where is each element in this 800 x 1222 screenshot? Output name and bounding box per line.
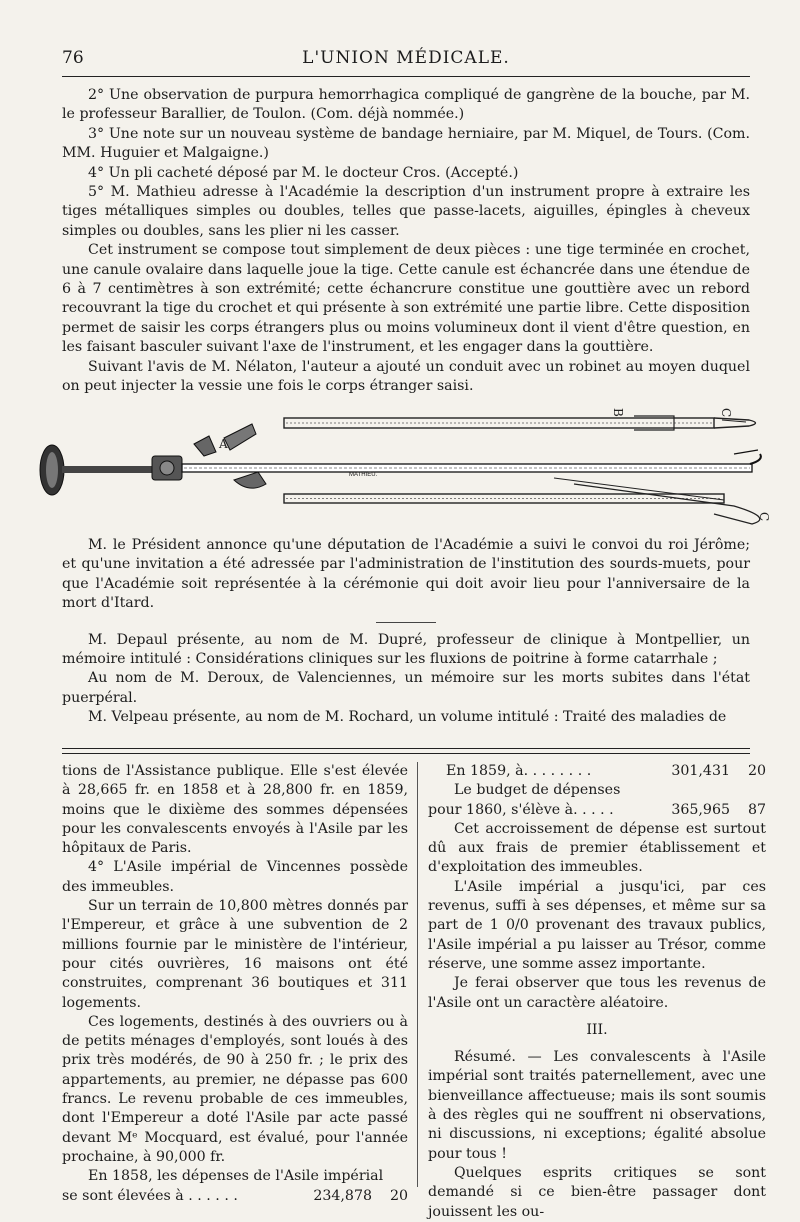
column-divider [417, 762, 418, 1187]
right-paragraph: Quelques esprits critiques se sont demandé si ce bien-être passager dont jouissent les ou- [428, 1164, 766, 1220]
upper-text [62, 86, 750, 397]
paragraph-depaul: M. Depaul présente, au nom de M. Dupré, professeur de clinique à Montpellier, un mémoire intitulé : Considérations cliniques sur les fluxions de poitrine à forme catarrhale ; [62, 631, 750, 668]
right-paragraph: Résumé. — Les convalescents à l'Asile impérial sont traités paternellement, avec une bienveillance affectueuse; mais ils sont soumis à des règles qui ne souffrent ni observations, ni discussions, ni exceptions; égalité absolue pour tous ! [428, 1049, 766, 1162]
maker-mark: MATHIEU. [349, 472, 378, 478]
left-paragraph: Ces logements, destinés à des ouvriers ou à de petits ménages d'employés, sont loués à des prix très modérés, de 90 à 250 fr. ; le prix des appartements, au premier, ne dépasse pas 600 francs. Le revenu probable de ces immeubles, dont l'Empereur a doté l'Asile par acte passé devant Mᵉ Mocquard, est évalué, pour l'année prochaine, à 90,000 fr. [62, 1013, 408, 1165]
budget-line: Le budget de dépenses [454, 782, 621, 799]
paragraph-president: M. le Président annonce qu'une députation de l'Académie a suivi le convoi du roi Jérôme; et qu'une invitation a été adressée par l'administration de l'institution des sourds-muets, pour que l'Académie soit représentée à la cérémonie qui doit avoir lieu pour l'anniversaire de la mort d'Itard. [62, 537, 750, 612]
paragraph-nelaton: Suivant l'avis de M. Nélaton, l'auteur a ajouté un conduit avec un robinet au moyen duquel on peut injecter la vessie une fois le corps étranger saisi. [62, 358, 750, 395]
left-column [62, 762, 408, 1206]
paragraph-deroux: Au nom de M. Deroux, de Valenciennes, un mémoire sur les morts subites dans l'état puerpéral. [62, 670, 750, 706]
section-double-rule [62, 748, 750, 754]
short-separator [376, 622, 436, 623]
page-number: 76 [62, 48, 84, 68]
left-paragraph: En 1858, les dépenses de l'Asile impérial [88, 1168, 384, 1185]
paragraph-item-4: 4° Un pli cacheté déposé par M. le docteur Cros. (Accepté.) [88, 164, 519, 181]
right-paragraph: Je ferai observer que tous les revenus de l'Asile ont un caractère aléatoire. [428, 975, 766, 1011]
paragraph-item-2: 2° Une observation de purpura hemorrhagica compliqué de gangrène de la bouche, par M. le professeur Barallier, de Toulon. (Com. déjà nommée.) [62, 87, 750, 123]
paragraph-velpeau: M. Velpeau présente, au nom de M. Rochard, un volume intitulé : Traité des maladies de [88, 709, 727, 726]
left-paragraph: Sur un terrain de 10,800 mètres donnés par l'Empereur, et grâce à une subvention de 2 millions fournie par le ministère de l'intérieur, pour cités ouvrières, 16 maisons ont été construites, comprenant 36 boutiques et 311 logements. [62, 898, 408, 1011]
right-column [428, 762, 766, 1222]
budget-1860-line: pour 1860, s'élève à. . . . . 365,965 87 [428, 801, 766, 818]
instrument-illustration [34, 394, 774, 534]
right-paragraph: L'Asile impérial a jusqu'ici, par ces revenus, suffi à ses dépenses, et même sur sa part de 1 0/0 provenant des travaux publics, l'Asile impérial a pu laisser au Trésor, comme réserve, une somme assez importante. [428, 878, 766, 972]
figure-label-b: B [611, 408, 625, 417]
paragraph-item-3: 3° Une note sur un nouveau système de bandage herniaire, par M. Miquel, de Tours. (Com. MM. Huguier et Malgaigne.) [62, 125, 750, 162]
expense-line-1859: En 1859, à. . . . . . . . 301,431 20 [446, 763, 766, 779]
figure-label-a: A [219, 437, 228, 451]
cannula-bottom [284, 478, 760, 524]
figure-label-c-top: C [719, 408, 733, 418]
paragraph-instrument-description: Cet instrument se compose tout simplement de deux pièces : une tige terminée en crochet, une canule ovalaire dans laquelle joue la tige. Cette canule est échancrée dans une étendue de 6 à 7 centimètres à son extrémité; cette échancrure constitue une gouttière avec un rebord recouvrant la tige du crochet et qui présente à son extrémité une partie libre. Cette disposition permet de saisir les corps étrangers plus ou moins volumineux dont il vient d'être question, en les faisant basculer suivant l'axe de l'instrument, et les engager dans la gouttière. [62, 242, 750, 356]
cannula-top [284, 416, 756, 430]
expense-line-1858: se sont élevées à . . . . . . 234,878 20 [62, 1187, 408, 1204]
header-rule [62, 76, 750, 77]
page-header [62, 48, 750, 74]
section-heading: III. [586, 1021, 608, 1038]
lower-text [62, 536, 750, 728]
figure-label-c-bottom: C [757, 512, 771, 522]
right-paragraph: Cet accroissement de dépense est surtout dû aux frais de premier établissement et d'exploitation des immeubles. [428, 820, 766, 876]
journal-title: L'UNION MÉDICALE. [302, 48, 510, 68]
left-paragraph: tions de l'Assistance publique. Elle s'est élevée à 28,665 fr. en 1858 et à 28,800 fr. en 1859, moins que le dixième des sommes dépensées pour les convalescents envoyés à l'Asile par les hôpitaux de Paris. [62, 763, 408, 857]
left-paragraph: 4° L'Asile impérial de Vincennes possède des immeubles. [62, 859, 408, 895]
paragraph-item-5: 5° M. Mathieu adresse à l'Académie la description d'un instrument propre à extraire les tiges métalliques simples ou doubles, telles que passe-lacets, aiguilles, épingles à cheveux simples ou doubles, sans les plier ni les casser. [62, 184, 750, 239]
main-instrument [40, 424, 761, 495]
